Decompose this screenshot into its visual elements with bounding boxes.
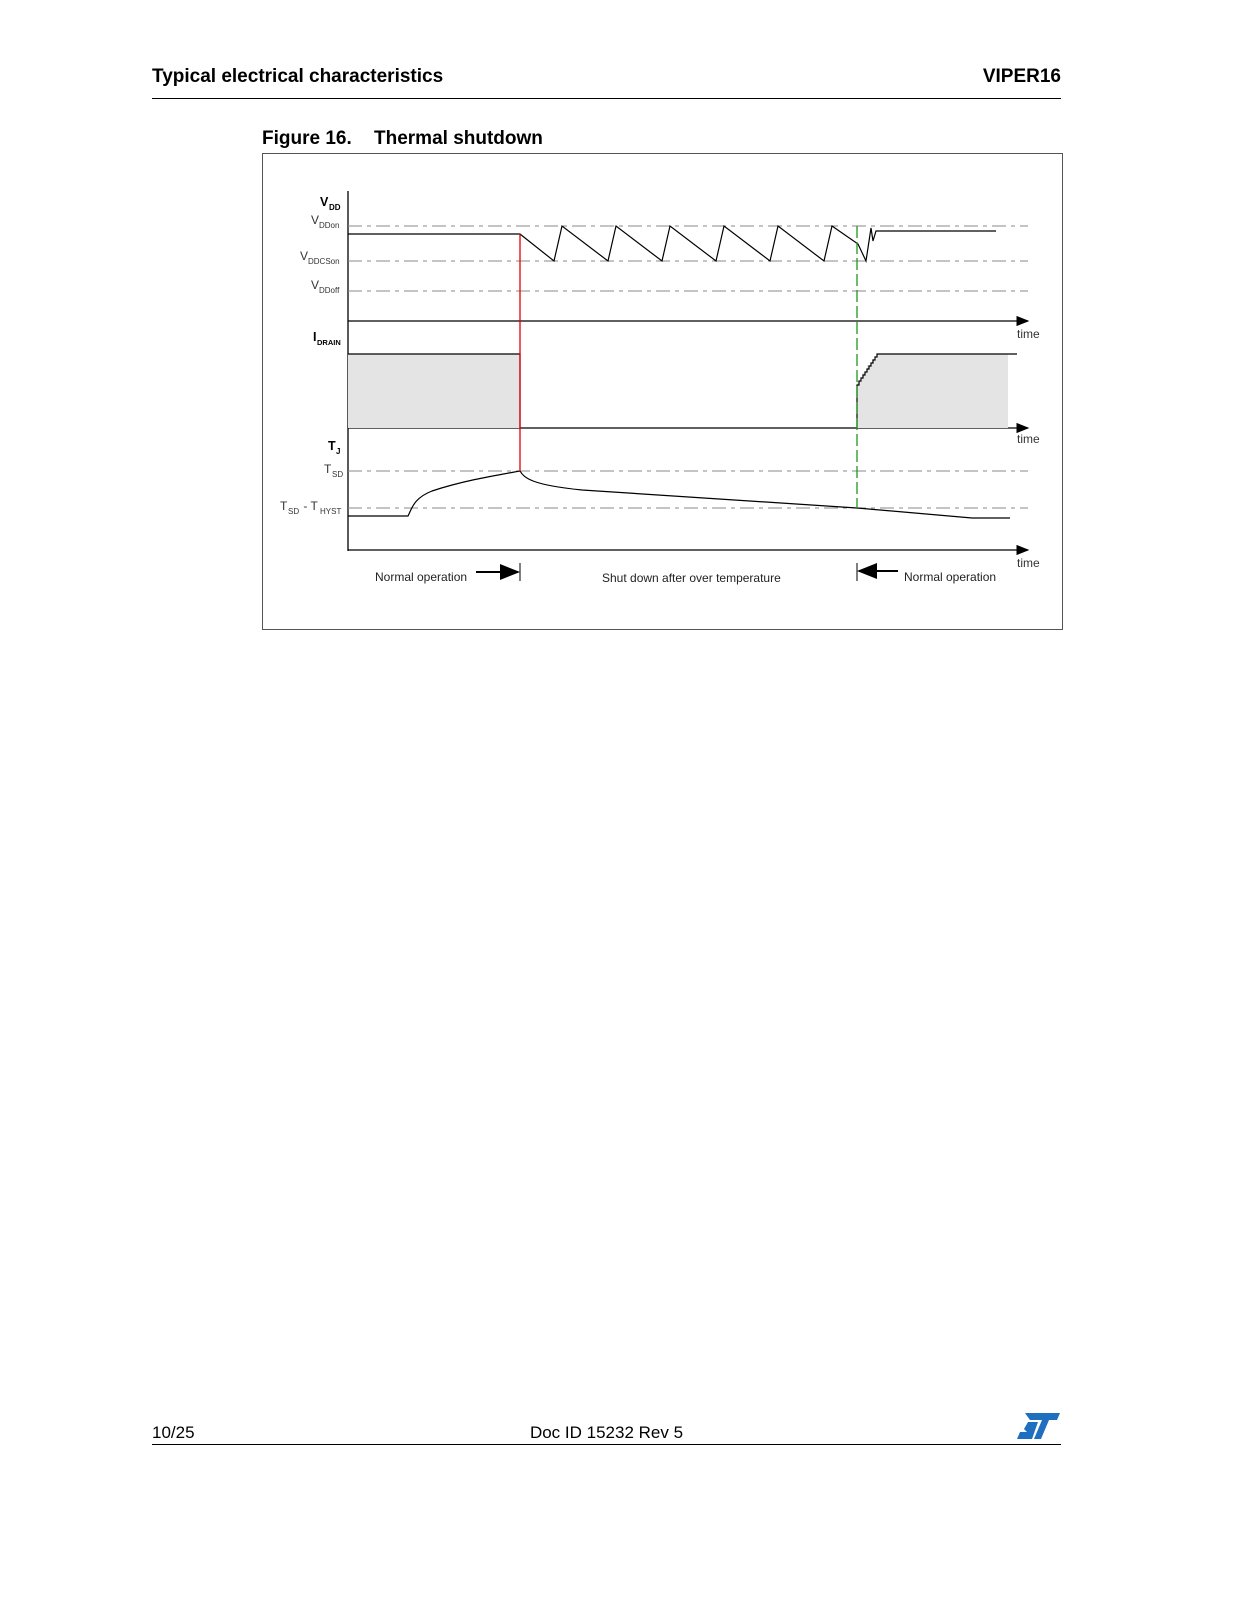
svg-text:DDoff: DDoff: [319, 286, 340, 295]
svg-text:- T: - T: [300, 499, 318, 513]
svg-text:DDon: DDon: [319, 221, 340, 230]
svg-text:V: V: [300, 249, 309, 263]
vdd-waveform: [348, 226, 996, 261]
header-divider: [152, 98, 1061, 99]
time-label-tj: time: [1017, 556, 1040, 570]
section-title: Typical electrical characteristics: [152, 66, 444, 87]
vddcson-label: [300, 249, 340, 266]
svg-text:DD: DD: [329, 203, 341, 212]
svg-text:SD: SD: [288, 507, 300, 516]
doc-id: Doc ID 15232 Rev 5: [529, 1423, 684, 1442]
vdd-label: [320, 195, 341, 212]
tj-waveform: [348, 471, 1010, 518]
st-logo-icon: [1016, 1410, 1062, 1442]
tsd-label: [324, 462, 343, 479]
figure-title: Thermal shutdown: [374, 128, 543, 149]
svg-text:I: I: [313, 330, 317, 344]
thermal-shutdown-diagram: [262, 153, 1061, 628]
svg-text:DRAIN: DRAIN: [317, 338, 341, 347]
svg-text:T: T: [280, 499, 288, 513]
phase-shutdown: Shut down after over temperature: [602, 571, 781, 585]
svg-text:HYST: HYST: [320, 507, 342, 516]
time-label-idrain: time: [1017, 432, 1040, 446]
svg-text:T: T: [328, 439, 336, 453]
vddon-label: [311, 213, 339, 230]
product-name: VIPER16: [982, 66, 1061, 87]
figure-number: Figure 16.: [262, 128, 352, 149]
phase-normal-left: Normal operation: [375, 570, 468, 584]
footer-divider: [152, 1444, 1061, 1445]
svg-text:V: V: [311, 278, 320, 292]
svg-text:DDCSon: DDCSon: [308, 257, 340, 266]
figure-caption: [262, 128, 543, 150]
svg-text:T: T: [324, 462, 332, 476]
svg-text:V: V: [311, 213, 320, 227]
tsd-hyst-label: [280, 499, 341, 516]
tj-label: [328, 439, 340, 456]
svg-text:V: V: [320, 195, 329, 209]
idrain-waveform: [348, 354, 1017, 428]
phase-normal-right: Normal operation: [904, 570, 997, 584]
svg-text:J: J: [336, 447, 341, 456]
idrain-label: [313, 330, 341, 347]
vddoff-label: [311, 278, 340, 295]
time-label-vdd: time: [1017, 327, 1040, 341]
page-number: 10/25: [152, 1423, 195, 1442]
svg-text:SD: SD: [332, 470, 344, 479]
